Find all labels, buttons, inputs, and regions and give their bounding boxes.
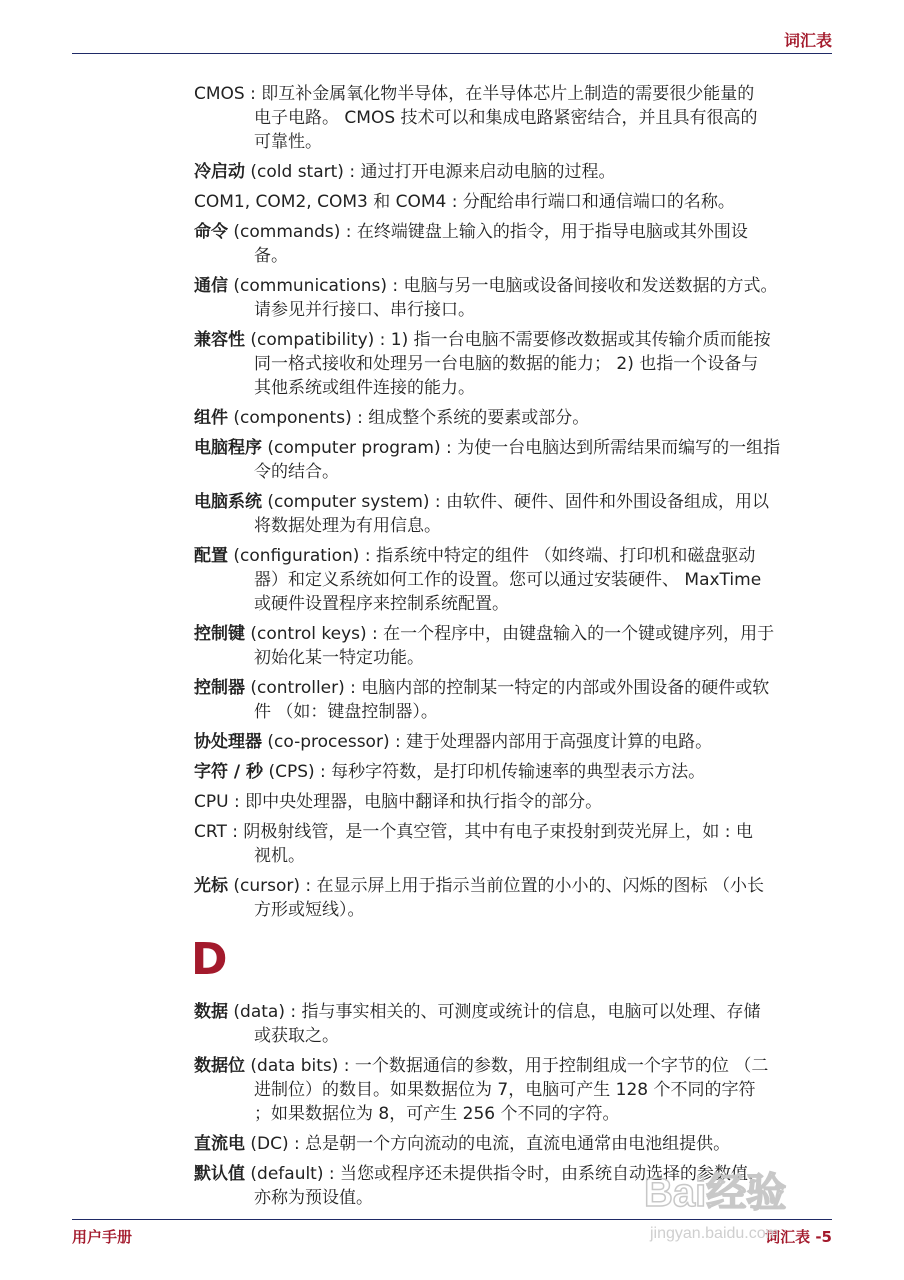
entry-text: 或硬件设置程序来控制系统配置。 <box>254 594 509 614</box>
entry-continuation-line <box>194 568 834 592</box>
glossary-entry <box>194 874 834 922</box>
entry-definition-line <box>194 1132 834 1156</box>
entry-text: (controller) : 电脑内部的控制某一特定的内部或外围设备的硬件或软 <box>245 678 770 698</box>
footer-page-number: 词汇表 -5 <box>765 1228 832 1246</box>
entry-continuation-line <box>194 352 834 376</box>
entry-text: (data bits) : 一个数据通信的参数，用于控制组成一个字节的位 （二 <box>245 1056 769 1076</box>
entry-text: 将数据处理为有用信息。 <box>254 516 441 536</box>
entry-continuation-line <box>194 514 834 538</box>
glossary-entry <box>194 790 834 814</box>
entry-definition-line <box>194 622 834 646</box>
entry-definition-line <box>194 790 834 814</box>
entry-continuation-line <box>194 700 834 724</box>
entry-continuation-line <box>194 646 834 670</box>
entry-term: 兼容性 <box>194 330 245 350</box>
entry-text: (cursor) : 在显示屏上用于指示当前位置的小小的、闪烁的图标 （小长 <box>228 876 764 896</box>
entry-term: 电脑程序 <box>194 438 262 458</box>
glossary-entry <box>194 220 834 268</box>
entry-text: (commands) : 在终端键盘上输入的指令，用于指导电脑或其外围设 <box>228 222 748 242</box>
entry-term: 冷启动 <box>194 162 245 182</box>
entry-text: 备。 <box>254 246 288 266</box>
glossary-entry <box>194 190 834 214</box>
section-letter-d: D <box>191 934 228 985</box>
footer-manual-title: 用户手册 <box>72 1228 133 1246</box>
glossary-entry <box>194 160 834 184</box>
glossary-entry <box>194 436 834 484</box>
entry-text: 件 （如：键盘控制器）。 <box>254 702 438 722</box>
watermark-url: jingyan.baidu.com <box>650 1225 779 1242</box>
entry-continuation-line <box>194 898 834 922</box>
entry-continuation-line <box>194 130 834 154</box>
entry-definition-line <box>194 190 834 214</box>
entry-term: 控制键 <box>194 624 245 644</box>
entry-text: 其他系统或组件连接的能力。 <box>254 378 475 398</box>
entry-term: 电脑系统 <box>194 492 262 512</box>
entry-text: (cold start) : 通过打开电源来启动电脑的过程。 <box>245 162 616 182</box>
entry-definition-line <box>194 544 834 568</box>
glossary-entry <box>194 328 834 400</box>
glossary-entry <box>194 760 834 784</box>
entry-term: 通信 <box>194 276 228 296</box>
entry-continuation-line <box>194 592 834 616</box>
entry-text: 进制位）的数目。如果数据位为 7，电脑可产生 128 个不同的字符 <box>254 1080 756 1100</box>
entry-definition-line <box>194 220 834 244</box>
entry-definition-line <box>194 874 834 898</box>
entry-term: 数据位 <box>194 1056 245 1076</box>
entry-term: 命令 <box>194 222 228 242</box>
entry-text: CPU : 即中央处理器，电脑中翻译和执行指令的部分。 <box>194 792 603 812</box>
entry-term: 光标 <box>194 876 228 896</box>
entry-continuation-line <box>194 298 834 322</box>
section-c-entries <box>194 82 834 922</box>
glossary-entry <box>194 676 834 724</box>
entry-text: ；如果数据位为 8，可产生 256 个不同的字符。 <box>254 1104 620 1124</box>
entry-text: (configuration) : 指系统中特定的组件 （如终端、打印机和磁盘驱动 <box>228 546 756 566</box>
entry-text: 视机。 <box>254 846 305 866</box>
header-divider <box>72 53 832 54</box>
entry-text: (compatibility) : 1) 指一台电脑不需要修改数据或其传输介质而能按 <box>245 330 771 350</box>
entry-continuation-line <box>194 376 834 400</box>
glossary-entry <box>194 274 834 322</box>
glossary-entry <box>194 1054 834 1126</box>
entry-term: 配置 <box>194 546 228 566</box>
entry-text: (communications) : 电脑与另一电脑或设备间接收和发送数据的方式。 <box>228 276 778 296</box>
entry-term: 控制器 <box>194 678 245 698</box>
entry-text: 或获取之。 <box>254 1026 339 1046</box>
entry-definition-line <box>194 676 834 700</box>
glossary-entry <box>194 820 834 868</box>
glossary-entry <box>194 730 834 754</box>
entry-text: CRT : 阴极射线管，是一个真空管，其中有电子束投射到荧光屏上，如 : 电 <box>194 822 753 842</box>
entry-term: 直流电 <box>194 1134 245 1154</box>
entry-definition-line <box>194 328 834 352</box>
glossary-entry <box>194 544 834 616</box>
glossary-entry <box>194 490 834 538</box>
entry-text: CMOS : 即互补金属氧化物半导体，在半导体芯片上制造的需要很少能量的 <box>194 84 755 104</box>
entry-continuation-line <box>194 460 834 484</box>
entry-definition-line <box>194 490 834 514</box>
entry-term: 默认值 <box>194 1164 245 1184</box>
entry-continuation-line <box>194 1102 834 1126</box>
glossary-entry <box>194 1000 834 1048</box>
entry-definition-line <box>194 406 834 430</box>
baidu-watermark-logo <box>640 1160 840 1250</box>
entry-continuation-line <box>194 1024 834 1048</box>
entry-definition-line <box>194 1054 834 1078</box>
entry-text: (computer program) : 为使一台电脑达到所需结果而编写的一组指 <box>262 438 781 458</box>
entry-text: 同一格式接收和处理另一台电脑的数据的能力； 2) 也指一个设备与 <box>254 354 759 374</box>
entry-continuation-line <box>194 1078 834 1102</box>
entry-definition-line <box>194 436 834 460</box>
entry-text: (co-processor) : 建于处理器内部用于高强度计算的电路。 <box>262 732 713 752</box>
entry-continuation-line <box>194 844 834 868</box>
entry-continuation-line <box>194 244 834 268</box>
entry-text: (default) : 当您或程序还未提供指令时，由系统自动选择的参数值， <box>245 1164 766 1184</box>
entry-definition-line <box>194 274 834 298</box>
entry-text: (computer system) : 由软件、硬件、固件和外围设备组成，用以 <box>262 492 770 512</box>
entry-text: (data) : 指与事实相关的、可测度或统计的信息，电脑可以处理、存储 <box>228 1002 761 1022</box>
entry-text: 方形或短线）。 <box>254 900 365 920</box>
page-header-title: 词汇表 <box>783 31 832 50</box>
entry-term: 字符 / 秒 <box>194 762 264 782</box>
entry-text: 电子电路。 CMOS 技术可以和集成电路紧密结合，并且具有很高的 <box>254 108 758 128</box>
entry-text: 亦称为预设值。 <box>254 1188 373 1208</box>
entry-text: (components) : 组成整个系统的要素或部分。 <box>228 408 590 428</box>
entry-definition-line <box>194 760 834 784</box>
glossary-entry <box>194 622 834 670</box>
entry-text: 器）和定义系统如何工作的设置。您可以通过安装硬件、 MaxTime <box>254 570 762 590</box>
entry-definition-line <box>194 160 834 184</box>
glossary-body <box>191 82 834 1216</box>
entry-term: 数据 <box>194 1002 228 1022</box>
entry-definition-line <box>194 1000 834 1024</box>
entry-term: 协处理器 <box>194 732 262 752</box>
entry-text: 令的结合。 <box>254 462 339 482</box>
watermark-brand: Bai经验 <box>644 1171 787 1215</box>
entry-text: 请参见并行接口、串行接口。 <box>254 300 475 320</box>
glossary-entry <box>194 82 834 154</box>
entry-text: (DC) : 总是朝一个方向流动的电流，直流电通常由电池组提供。 <box>245 1134 731 1154</box>
entry-text: 可靠性。 <box>254 132 322 152</box>
entry-term: 组件 <box>194 408 228 428</box>
entry-text: (control keys) : 在一个程序中，由键盘输入的一个键或键序列，用于 <box>245 624 775 644</box>
entry-definition-line <box>194 820 834 844</box>
entry-text: 初始化某一特定功能。 <box>254 648 424 668</box>
entry-definition-line <box>194 82 834 106</box>
glossary-entry <box>194 406 834 430</box>
glossary-entry <box>194 1132 834 1156</box>
entry-continuation-line <box>194 106 834 130</box>
entry-text: COM1, COM2, COM3 和 COM4 : 分配给串行端口和通信端口的名称。 <box>194 192 735 212</box>
entry-text: (CPS) : 每秒字符数，是打印机传输速率的典型表示方法。 <box>263 762 706 782</box>
entry-definition-line <box>194 730 834 754</box>
